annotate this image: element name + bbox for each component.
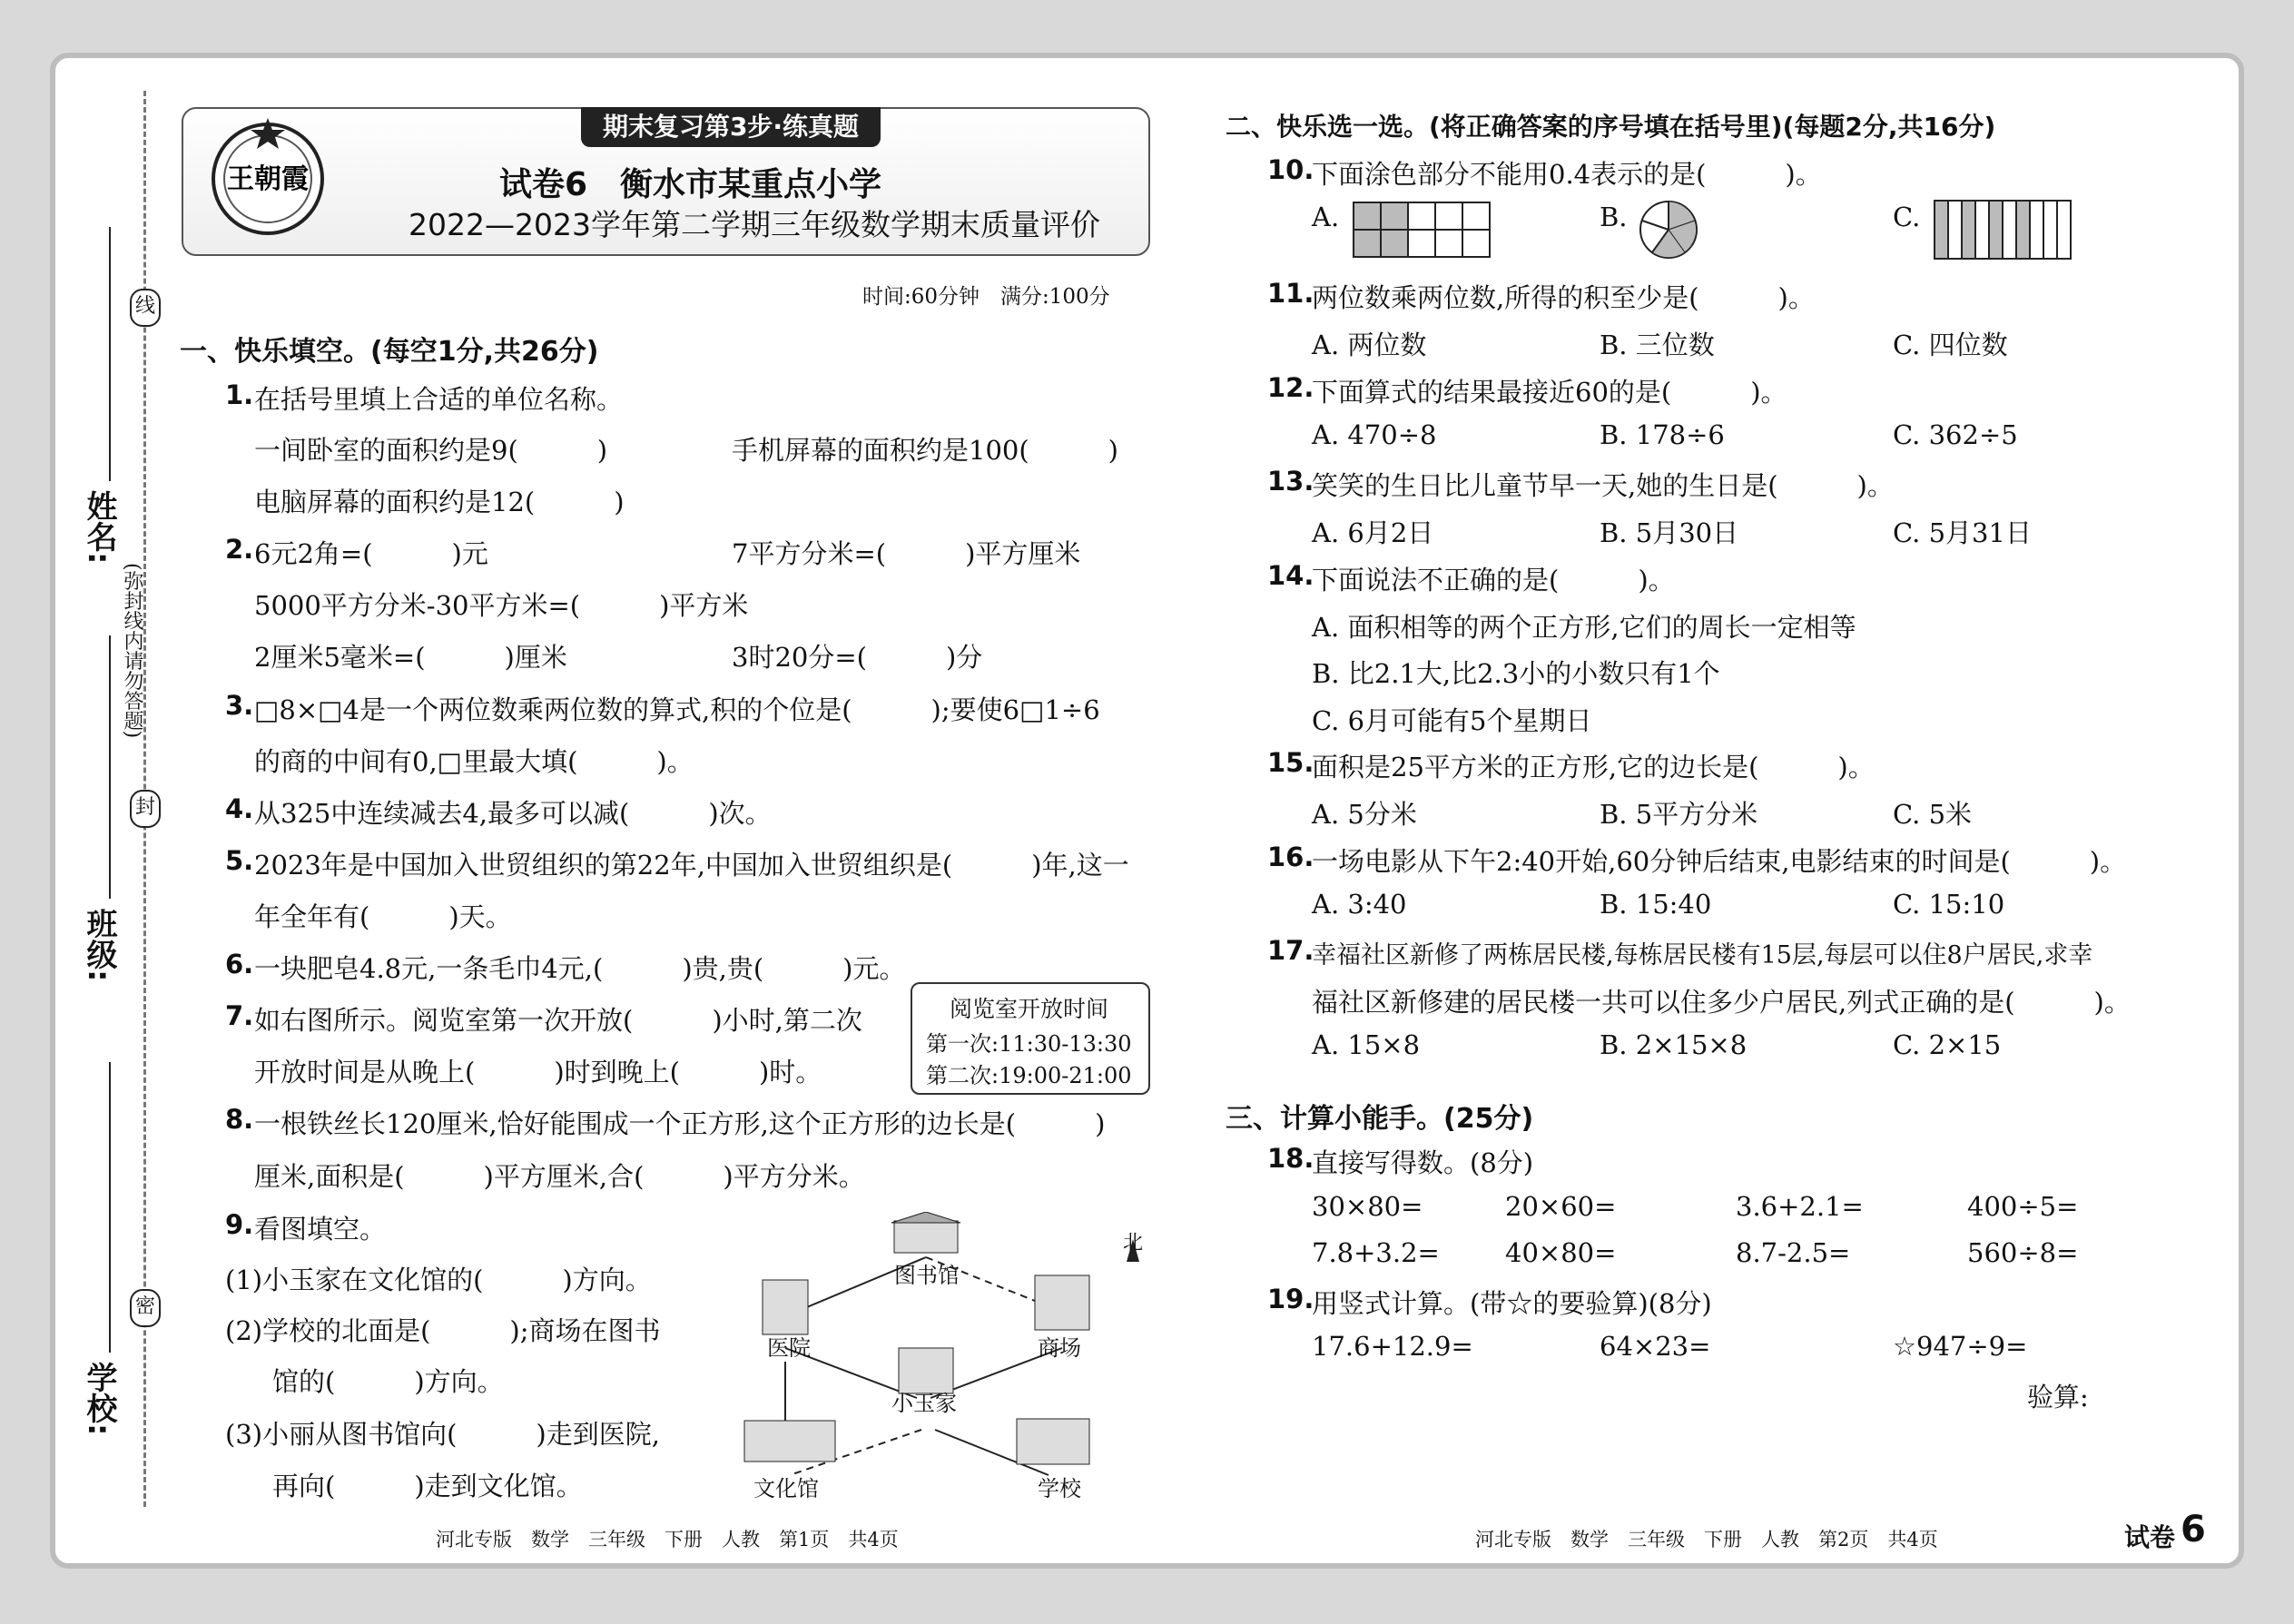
margin-warning: (弥封线内请勿答题) (121, 563, 143, 739)
q18-r1-c2[interactable]: 20×60= (1505, 1191, 1617, 1222)
q18-r1-c1[interactable]: 30×80= (1312, 1191, 1423, 1222)
q10-option-b[interactable]: B. (1600, 202, 1628, 232)
q15-number: 15. (1267, 747, 1314, 778)
section2-title: 二、快乐选一选。(将正确答案的序号填在括号里)(每题2分,共16分) (1226, 112, 1996, 142)
q18-text: 直接写得数。(8分) (1312, 1147, 1534, 1178)
q6-number: 6. (225, 949, 254, 979)
q1-number: 1. (225, 379, 254, 410)
paper-number: 6 (2181, 1509, 2206, 1550)
q18-r1-c4[interactable]: 400÷5= (1967, 1191, 2079, 1222)
q11-option-b[interactable]: B. 三位数 (1600, 330, 1715, 360)
q16-text[interactable]: 一场电影从下午2:40开始,60分钟后结束,电影结束的时间是( )。 (1312, 846, 2127, 877)
q8-a[interactable]: 一根铁丝长120厘米,恰好能围成一个正方形,这个正方形的边长是( ) (254, 1108, 1106, 1139)
q8-number: 8. (225, 1104, 254, 1135)
q2-e[interactable]: 3时20分=( )分 (732, 642, 983, 673)
mall-building-icon (1035, 1275, 1089, 1330)
q7-b[interactable]: 开放时间是从晚上( )时到晚上( )时。 (254, 1057, 822, 1088)
q10-strip-figure (1934, 200, 2072, 260)
map-school: 学校 (1038, 1476, 1081, 1501)
q17-a[interactable]: 幸福社区新修了两栋居民楼,每栋居民楼有15层,每层可以住8户居民,求幸 (1312, 941, 2093, 969)
hours-box-title: 阅览室开放时间 (950, 996, 1109, 1022)
svg-text:王朝霞: 王朝霞 (227, 163, 309, 195)
q18-r2-c2[interactable]: 40×80= (1505, 1237, 1617, 1268)
paper-label: 试卷 (2124, 1522, 2176, 1552)
q19-item-2[interactable]: 64×23= (1600, 1331, 1711, 1362)
q11-option-c[interactable]: C. 四位数 (1893, 330, 2008, 360)
name-line[interactable] (109, 227, 111, 481)
q15-text[interactable]: 面积是25平方米的正方形,它的边长是( )。 (1312, 752, 1875, 782)
section3-title: 三、计算小能手。(25分) (1226, 1103, 1534, 1135)
q18-r2-c1[interactable]: 7.8+3.2= (1312, 1237, 1440, 1268)
q17-option-a[interactable]: A. 15×8 (1312, 1029, 1421, 1060)
q12-option-b[interactable]: B. 178÷6 (1600, 419, 1725, 450)
margin-seal-mark: 封 (130, 790, 161, 828)
q4-number: 4. (225, 793, 254, 824)
q18-r2-c4[interactable]: 560÷8= (1967, 1237, 2079, 1268)
map-hospital: 医院 (767, 1335, 811, 1361)
q10-grid-figure (1353, 202, 1491, 258)
q9-d[interactable]: (3)小丽从图书馆向( )走到医院, (225, 1419, 660, 1450)
q17-option-b[interactable]: B. 2×15×8 (1600, 1029, 1748, 1060)
q2-a[interactable]: 6元2角=( )元 (254, 538, 488, 569)
q1-c[interactable]: 电脑屏幕的面积约是12( ) (254, 487, 625, 517)
q10-text[interactable]: 下面涂色部分不能用0.4表示的是( )。 (1312, 159, 1822, 190)
q8-b[interactable]: 厘米,面积是( )平方厘米,合( )平方分米。 (254, 1161, 865, 1192)
q2-b[interactable]: 7平方分米=( )平方厘米 (732, 538, 1081, 569)
map-north: 北 (1123, 1232, 1144, 1255)
step-ribbon: 期末复习第3步·练真题 (581, 107, 881, 147)
q19-item-3[interactable]: ☆947÷9= (1893, 1331, 2028, 1362)
q5-number: 5. (225, 845, 254, 876)
culture-hall-building-icon (744, 1421, 835, 1462)
brand-logo (200, 113, 336, 245)
map-mall: 商场 (1038, 1335, 1081, 1361)
q14-option-b[interactable]: B. 比2.1大,比2.3小的小数只有1个 (1312, 658, 1720, 689)
q9-e[interactable]: 再向( )走到文化馆。 (272, 1471, 583, 1501)
library-building-icon (891, 1212, 960, 1253)
q19-number: 19. (1267, 1284, 1314, 1314)
q10-number: 10. (1267, 154, 1314, 185)
school-line[interactable] (109, 1062, 111, 1353)
right-footer: 河北专版 数学 三年级 下册 人教 第2页 共4页 (1475, 1529, 1938, 1550)
q15-option-c[interactable]: C. 5米 (1893, 799, 1973, 830)
q12-text[interactable]: 下面算式的结果最接近60的是( )。 (1312, 377, 1787, 408)
q9-text: 看图填空。 (254, 1214, 387, 1245)
exam-subtitle: 2022—2023学年第二学期三年级数学期末质量评价 (409, 207, 1100, 242)
q3-b[interactable]: 的商的中间有0,□里最大填( )。 (254, 746, 694, 777)
q11-option-a[interactable]: A. 两位数 (1312, 330, 1427, 360)
q18-number: 18. (1267, 1143, 1314, 1174)
margin-seal2-mark: 密 (130, 1289, 161, 1327)
q16-number: 16. (1267, 842, 1314, 872)
time-score: 时间:60分钟 满分:100分 (862, 285, 1110, 309)
map-home: 小玉家 (891, 1391, 957, 1416)
q11-text[interactable]: 两位数乘两位数,所得的积至少是( )。 (1312, 282, 1815, 313)
q18-r1-c3[interactable]: 3.6+2.1= (1736, 1191, 1864, 1222)
q17-b[interactable]: 福社区新修建的居民楼一共可以住多少户居民,列式正确的是( )。 (1312, 987, 2131, 1018)
name-label: 姓名: (81, 490, 117, 565)
q15-option-b[interactable]: B. 5平方分米 (1600, 799, 1758, 830)
q9-c[interactable]: 馆的( )方向。 (272, 1366, 504, 1397)
q12-option-c[interactable]: C. 362÷5 (1893, 419, 2018, 450)
exam-title: 试卷6 衡水市某重点小学 (499, 166, 882, 203)
q17-number: 17. (1267, 935, 1314, 966)
class-line[interactable] (109, 635, 111, 899)
q1-a[interactable]: 一间卧室的面积约是9( ) (254, 435, 608, 466)
q16-option-a[interactable]: A. 3:40 (1312, 889, 1407, 920)
q16-option-b[interactable]: B. 15:40 (1600, 889, 1712, 920)
q2-c[interactable]: 5000平方分米-30平方米=( )平方米 (254, 590, 749, 621)
school-label: 学校: (81, 1362, 117, 1436)
map-library: 图书馆 (894, 1263, 960, 1288)
q13-option-c[interactable]: C. 5月31日 (1893, 517, 2032, 548)
q5-b[interactable]: 年全年有( )天。 (254, 901, 512, 932)
q7-a[interactable]: 如右图所示。阅览室第一次开放( )小时,第二次 (254, 1005, 862, 1036)
q9-number: 9. (225, 1209, 254, 1240)
school-building-icon (1017, 1419, 1089, 1464)
hospital-building-icon (763, 1280, 808, 1334)
class-label: 班级: (81, 908, 117, 982)
q13-text[interactable]: 笑笑的生日比儿童节早一天,她的生日是( )。 (1312, 470, 1894, 501)
q2-number: 2. (225, 534, 254, 565)
q13-number: 13. (1267, 466, 1314, 497)
margin-line-mark: 线 (130, 289, 161, 327)
q12-number: 12. (1267, 372, 1314, 403)
q9-a[interactable]: (1)小玉家在文化馆的( )方向。 (225, 1265, 652, 1295)
q14-text[interactable]: 下面说法不正确的是( )。 (1312, 565, 1675, 595)
hours-box-line1: 第一次:11:30-13:30 (926, 1031, 1132, 1057)
q11-number: 11. (1267, 278, 1314, 309)
q19-item-1[interactable]: 17.6+12.9= (1312, 1331, 1473, 1362)
q10-option-a[interactable]: A. (1312, 202, 1340, 232)
left-footer: 河北专版 数学 三年级 下册 人教 第1页 共4页 (436, 1529, 899, 1550)
q16-option-c[interactable]: C. 15:10 (1893, 889, 2005, 920)
map-culture-hall: 文化馆 (753, 1476, 819, 1501)
hours-box-line2: 第二次:19:00-21:00 (926, 1063, 1132, 1088)
q14-number: 14. (1267, 560, 1314, 591)
q17-option-c[interactable]: C. 2×15 (1893, 1029, 2002, 1060)
q14-option-c[interactable]: C. 6月可能有5个星期日 (1312, 705, 1592, 736)
q1-b[interactable]: 手机屏幕的面积约是100( ) (732, 435, 1118, 466)
q4-text[interactable]: 从325中连续减去4,最多可以减( )次。 (254, 798, 772, 829)
q13-option-a[interactable]: A. 6月2日 (1312, 517, 1434, 548)
q12-option-a[interactable]: A. 470÷8 (1312, 419, 1437, 450)
q1-text: 在括号里填上合适的单位名称。 (254, 384, 624, 415)
q10-circle-figure (1639, 200, 1698, 260)
q6-text[interactable]: 一块肥皂4.8元,一条毛巾4元,( )贵,贵( )元。 (254, 953, 906, 984)
q3-a[interactable]: □8×□4是一个两位数乘两位数的算式,积的个位是( );要使6□1÷6 (254, 694, 1100, 725)
q3-number: 3. (225, 690, 254, 721)
q13-option-b[interactable]: B. 5月30日 (1600, 517, 1739, 548)
q10-option-c[interactable]: C. (1893, 202, 1921, 232)
q15-option-a[interactable]: A. 5分米 (1312, 799, 1417, 830)
section1-title: 一、快乐填空。(每空1分,共26分) (180, 336, 599, 368)
q5-a[interactable]: 2023年是中国加入世贸组织的第22年,中国加入世贸组织是( )年,这一 (254, 850, 1129, 881)
q19-check-label: 验算: (2027, 1382, 2089, 1412)
q14-option-a[interactable]: A. 面积相等的两个正方形,它们的周长一定相等 (1312, 612, 1856, 643)
q9-b[interactable]: (2)学校的北面是( );商场在图书 (225, 1315, 661, 1346)
q18-r2-c3[interactable]: 8.7-2.5= (1736, 1237, 1851, 1268)
q19-text: 用竖式计算。(带☆的要验算)(8分) (1312, 1288, 1712, 1319)
q2-d[interactable]: 2厘米5毫米=( )厘米 (254, 642, 567, 673)
q7-number: 7. (225, 1000, 254, 1031)
